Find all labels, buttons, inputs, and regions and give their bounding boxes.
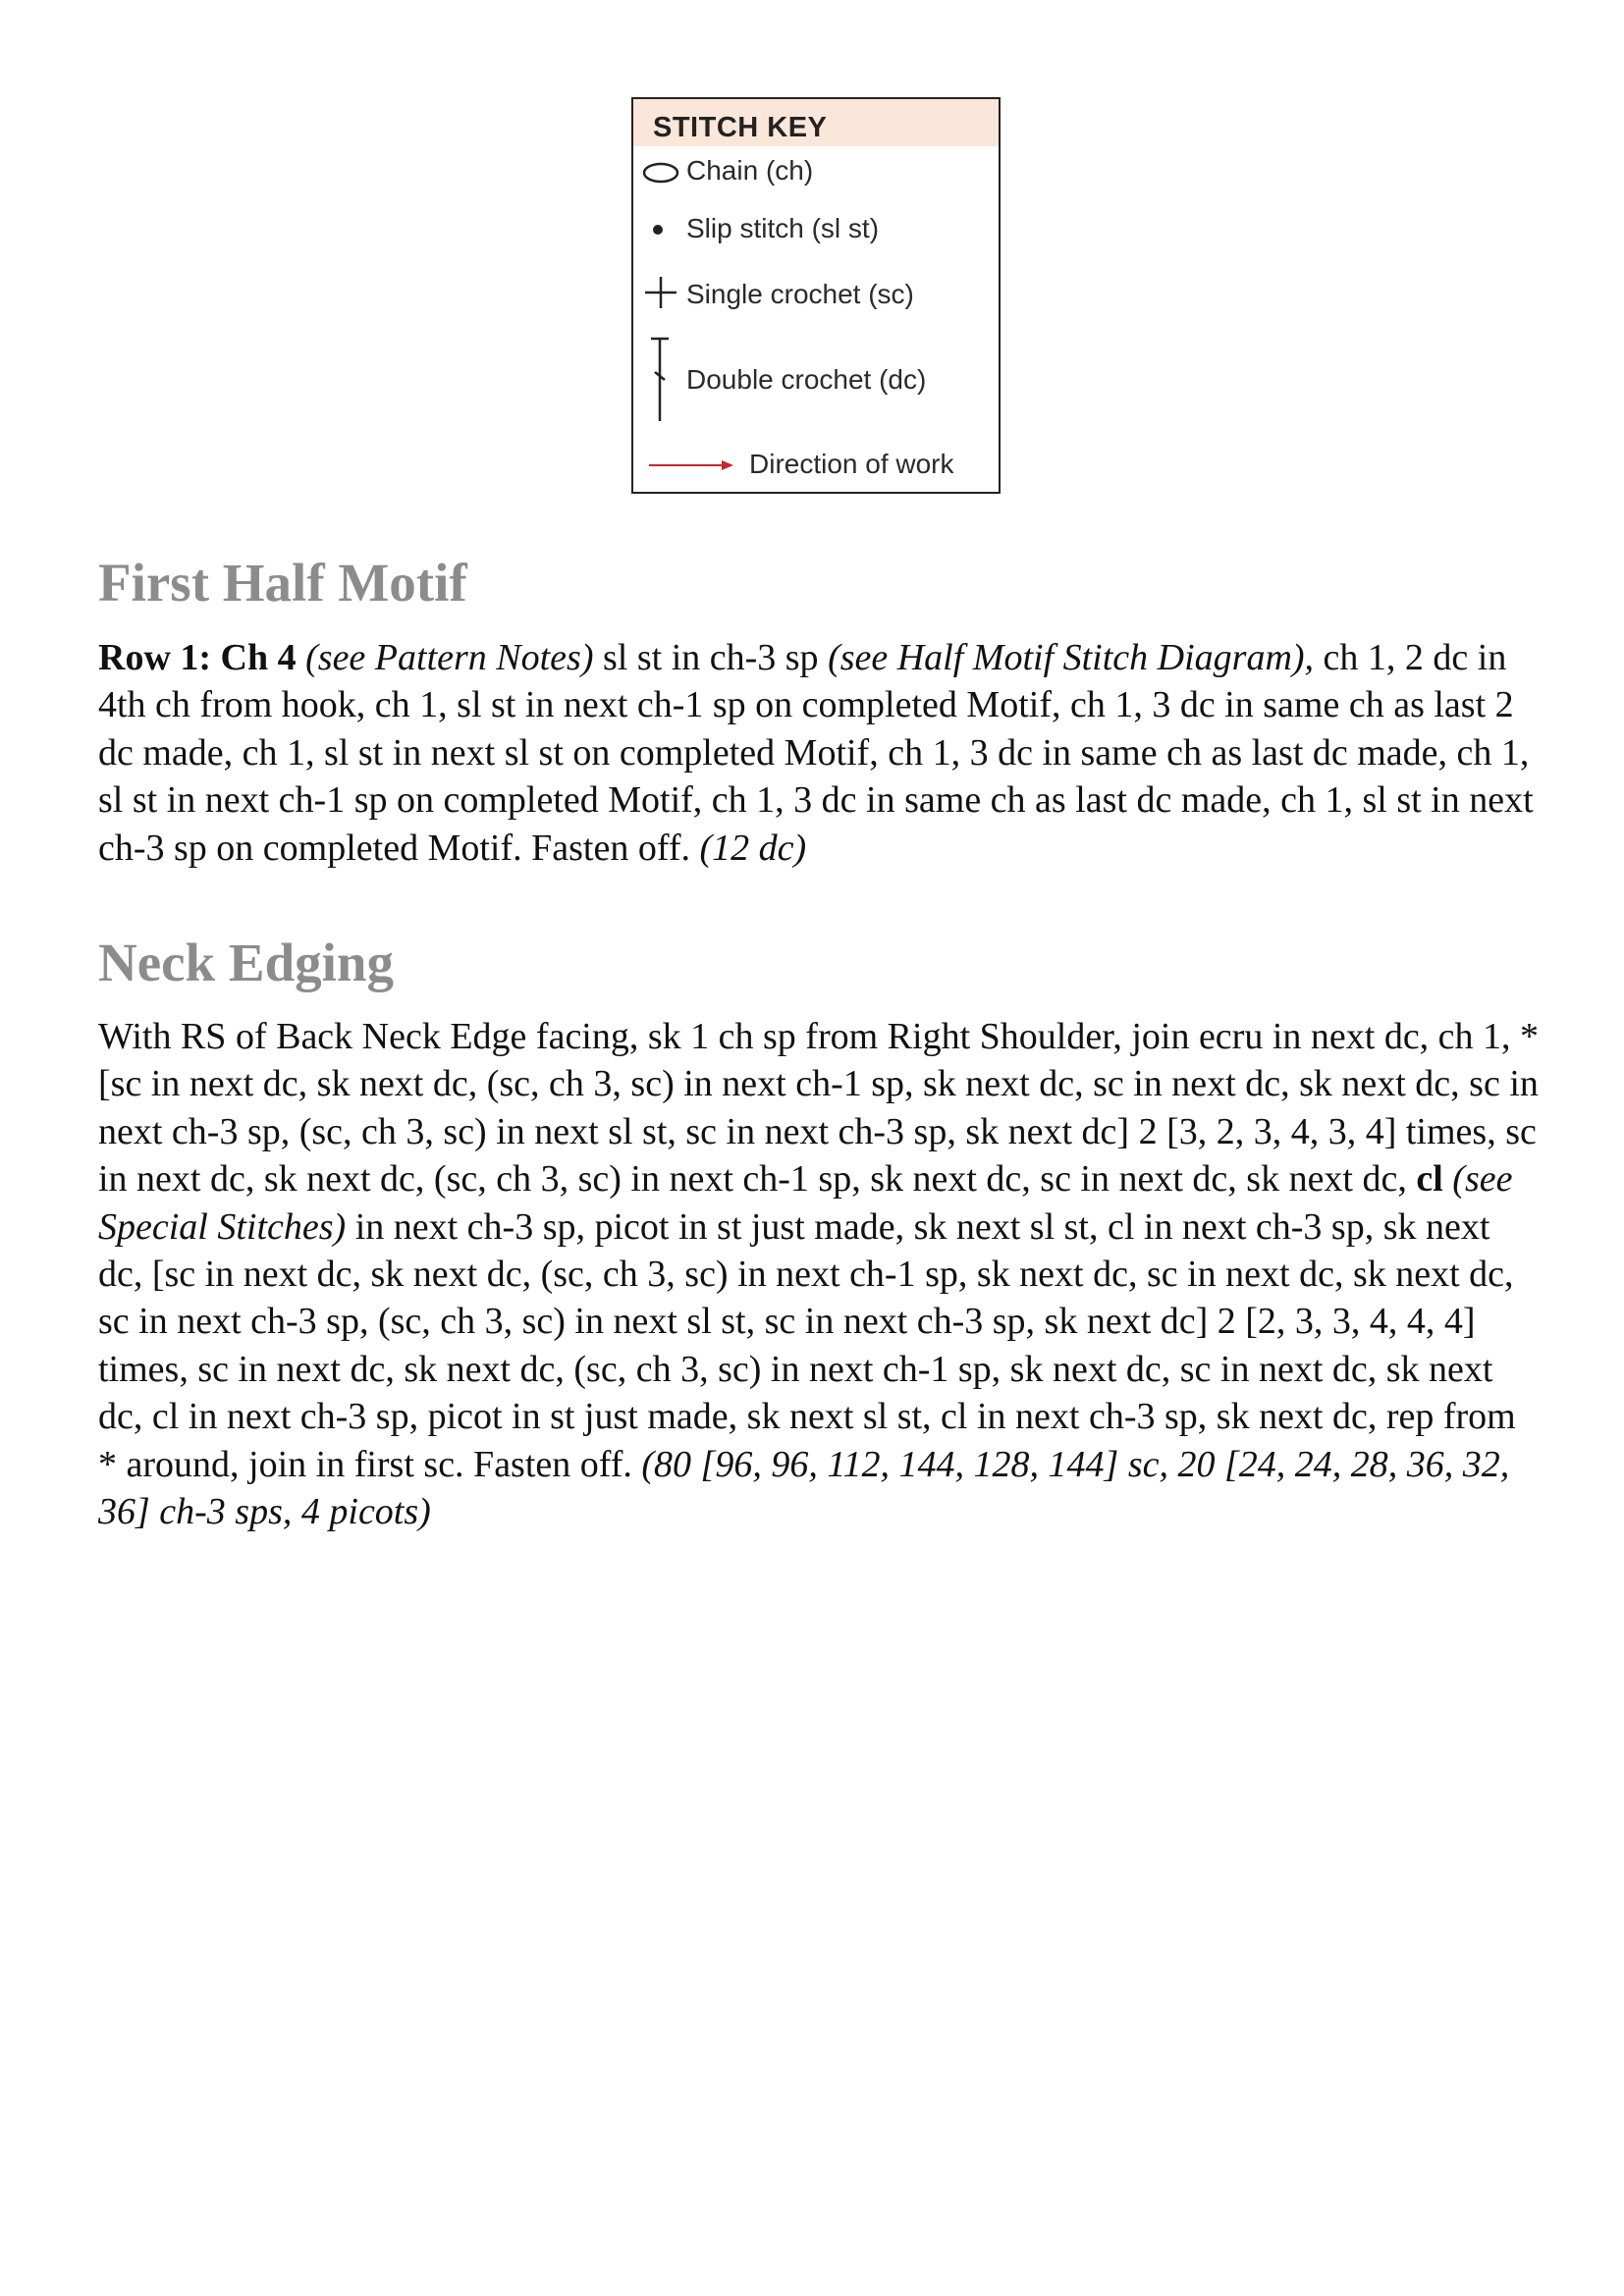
diagram-ref: (see Half Motif Stitch Diagram), bbox=[828, 637, 1315, 678]
neck-edging-instructions bbox=[98, 1013, 1542, 1535]
stitch-count: (12 dc) bbox=[699, 827, 807, 869]
key-item-direction bbox=[633, 445, 999, 484]
pattern-notes-ref: (see Pattern Notes) bbox=[305, 637, 594, 678]
key-item-chain bbox=[633, 151, 999, 190]
slip-stitch-icon bbox=[648, 220, 668, 240]
key-item-double-crochet bbox=[633, 335, 999, 423]
cluster-label: cl bbox=[1416, 1158, 1443, 1201]
instruction-text: ch 1, 2 dc in 4th ch from hook, ch 1, sl st in next ch-1 sp on completed Motif, ch 1, 3 dc in same ch as last 2 dc made, ch 1, sl st in next sl st on completed Motif, ch 1, 3 dc in same ch as last dc made, ch 1, sl st in next ch-1 sp on completed Motif, ch 1, 3 dc in same ch as last dc made, ch 1, sl st in next ch-3 sp on completed Motif. Fasten off. bbox=[98, 637, 1534, 869]
key-item-slip-stitch bbox=[633, 209, 999, 248]
stitch-key-legend bbox=[631, 97, 1001, 494]
first-half-motif-instructions bbox=[98, 634, 1542, 872]
special-stitches-ref: (see Special Stitches) bbox=[98, 1158, 1513, 1248]
key-label-slip-stitch: Slip stitch (sl st) bbox=[686, 213, 880, 243]
key-label-direction: Direction of work bbox=[749, 449, 954, 479]
double-crochet-icon bbox=[645, 335, 684, 423]
stitch-key-title: STITCH KEY bbox=[633, 99, 999, 146]
instruction-text: in next ch-3 sp, picot in st just made, sk next sl st, cl in next ch-3 sp, sk next dc, [sc in next dc, sk next dc, (sc, ch 3, sc) in next ch-1 sp, sk next dc, sc in next dc, sk next dc, sc in next ch-3 sp, (sc, ch 3, sc) in next sl st, sc in next ch-3 sp, sk next dc] 2 [2, 3, 3, 4, 4, 4] times, sc in next dc, sk next dc, (sc, ch 3, sc) in next ch-1 sp, sk next dc, sc in next dc, sk next dc, cl in next ch-3 sp, picot in st just made, sk next sl st, cl in next ch-3 sp, sk next dc, rep from * around, join in first sc. Fasten off. bbox=[98, 1205, 1516, 1485]
stitch-count: (80 [96, 96, 112, 144, 128, 144] sc, 20 [24, 24, 28, 36, 32, 36] ch-3 sps, 4 picots) bbox=[98, 1443, 1510, 1533]
key-label-double-crochet: Double crochet (dc) bbox=[686, 364, 927, 395]
key-item-single-crochet bbox=[633, 271, 999, 314]
section-title-neck-edging: Neck Edging bbox=[98, 933, 395, 992]
row-label: Row 1: Ch 4 bbox=[98, 637, 297, 678]
single-crochet-icon bbox=[641, 273, 680, 312]
key-label-single-crochet: Single crochet (sc) bbox=[686, 279, 914, 309]
chain-icon bbox=[641, 161, 680, 185]
direction-arrow-icon bbox=[647, 455, 735, 475]
key-label-chain: Chain (ch) bbox=[686, 155, 814, 186]
instruction-text: With RS of Back Neck Edge facing, sk 1 ch sp from Right Shoulder, join ecru in next dc, ch 1, *[sc in next dc, sk next dc, (sc, ch 3, sc) in next ch-1 sp, sk next dc, sc in next dc, sk next dc, sc in next ch-3 sp, (sc, ch 3, sc) in next sl st, sc in next ch-3 sp, sk next dc] 2 [3, 2, 3, 4, 3, 4] times, sc in next dc, sk next dc, (sc, ch 3, sc) in next ch-1 sp, sk next dc, sc in next dc, sk next dc, bbox=[98, 1016, 1540, 1201]
instruction-text: sl st in ch-3 sp bbox=[593, 637, 829, 678]
section-title-first-half-motif: First Half Motif bbox=[98, 553, 467, 613]
